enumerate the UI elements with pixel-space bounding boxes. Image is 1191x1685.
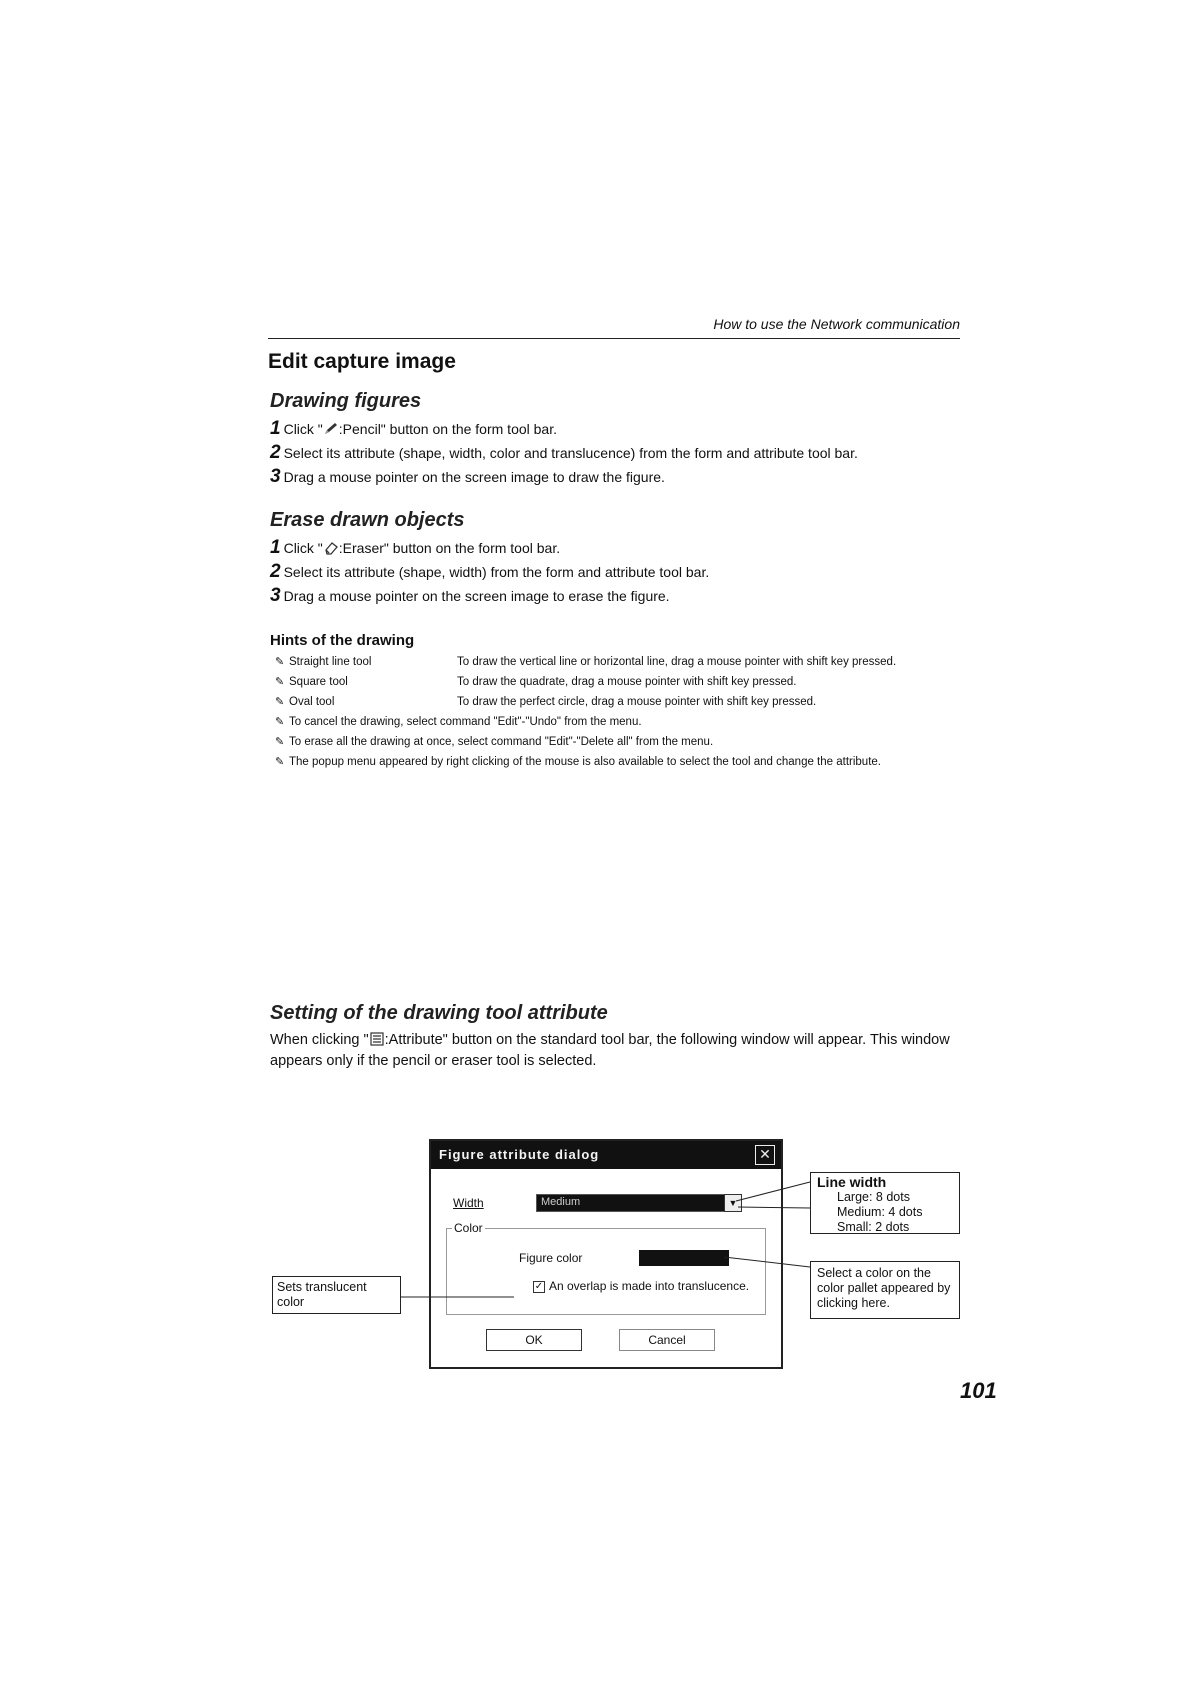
step-number: 1 bbox=[270, 537, 281, 558]
hint-desc: To draw the vertical line or horizontal line, drag a mouse pointer with shift key pressed. bbox=[457, 656, 897, 668]
color-callout: Select a color on the color pallet appeared by clicking here. bbox=[810, 1261, 960, 1319]
line-width-medium: Medium: 4 dots bbox=[837, 1205, 923, 1219]
pen-bullet-icon: ✎ bbox=[275, 656, 285, 668]
erase-objects-title: Erase drawn objects bbox=[270, 509, 465, 531]
dialog-title: Figure attribute dialog bbox=[439, 1147, 600, 1162]
pen-bullet-icon: ✎ bbox=[275, 756, 285, 768]
running-header: How to use the Network communication bbox=[713, 316, 960, 332]
pen-bullet-icon: ✎ bbox=[275, 676, 285, 688]
section-title: Edit capture image bbox=[268, 350, 456, 373]
pen-bullet-icon: ✎ bbox=[275, 696, 285, 708]
attribute-section-title: Setting of the drawing tool attribute bbox=[270, 1002, 608, 1024]
close-icon[interactable]: ✕ bbox=[755, 1145, 775, 1165]
hint-desc: To draw the perfect circle, drag a mouse pointer with shift key pressed. bbox=[457, 696, 817, 708]
hint-tool: Straight line tool bbox=[289, 656, 372, 668]
width-label: Width bbox=[453, 1196, 484, 1210]
page-number: 101 bbox=[960, 1378, 997, 1403]
pen-bullet-icon: ✎ bbox=[275, 716, 285, 728]
width-select-value: Medium bbox=[541, 1196, 581, 1208]
hint-text: To cancel the drawing, select command "Edit"-"Undo" from the menu. bbox=[289, 716, 642, 728]
cancel-button[interactable]: Cancel bbox=[619, 1329, 715, 1351]
translucent-callout: Sets translucent color bbox=[272, 1276, 401, 1314]
drawing-figures-title: Drawing figures bbox=[270, 390, 422, 412]
hint-tool: Oval tool bbox=[289, 696, 335, 708]
pen-bullet-icon: ✎ bbox=[275, 736, 285, 748]
body-text-post: :Attribute" button on the standard tool bar, the following window will appear. This window appears only if the pencil or eraser tool is selected. bbox=[270, 1032, 950, 1069]
step-text: Drag a mouse pointer on the screen image to erase the figure. bbox=[283, 588, 670, 604]
translucence-label: An overlap is made into translucence. bbox=[549, 1279, 750, 1293]
hint-text: The popup menu appeared by right clicking of the mouse is also available to select the tool and change the attribute. bbox=[289, 756, 881, 768]
line-width-callout bbox=[810, 1172, 960, 1234]
step-text-pre: Click " bbox=[283, 540, 323, 556]
step-text: Drag a mouse pointer on the screen image to draw the figure. bbox=[283, 469, 665, 485]
ok-button[interactable]: OK bbox=[486, 1329, 582, 1351]
step-text-pre: Click " bbox=[283, 421, 323, 437]
line-width-small: Small: 2 dots bbox=[837, 1220, 910, 1234]
step-number: 1 bbox=[270, 418, 281, 439]
line-width-title: Line width bbox=[817, 1174, 887, 1190]
hint-desc: To draw the quadrate, drag a mouse pointer with shift key pressed. bbox=[457, 676, 797, 688]
figure-color-label: Figure color bbox=[519, 1251, 583, 1265]
step-text: Select its attribute (shape, width, color and translucence) from the form and attribute tool bar. bbox=[283, 445, 858, 461]
translucence-checkbox[interactable]: ✓ bbox=[534, 1281, 544, 1292]
step-number: 2 bbox=[270, 442, 281, 463]
body-text-pre: When clicking " bbox=[270, 1032, 369, 1048]
step-text: Select its attribute (shape, width) from the form and attribute tool bar. bbox=[283, 564, 710, 580]
hint-tool: Square tool bbox=[289, 676, 348, 688]
step-text-post: :Pencil" button on the form tool bar. bbox=[338, 421, 557, 437]
hints-title: Hints of the drawing bbox=[270, 632, 415, 649]
step-number: 3 bbox=[270, 585, 281, 606]
line-width-large: Large: 8 dots bbox=[837, 1190, 910, 1204]
step-text-post: :Eraser" button on the form tool bar. bbox=[338, 540, 561, 556]
chevron-down-icon[interactable]: ▼ bbox=[724, 1194, 742, 1212]
hint-text: To erase all the drawing at once, select command "Edit"-"Delete all" from the menu. bbox=[289, 736, 714, 748]
step-number: 3 bbox=[270, 466, 281, 487]
color-group-label: Color bbox=[454, 1221, 483, 1235]
step-number: 2 bbox=[270, 561, 281, 582]
